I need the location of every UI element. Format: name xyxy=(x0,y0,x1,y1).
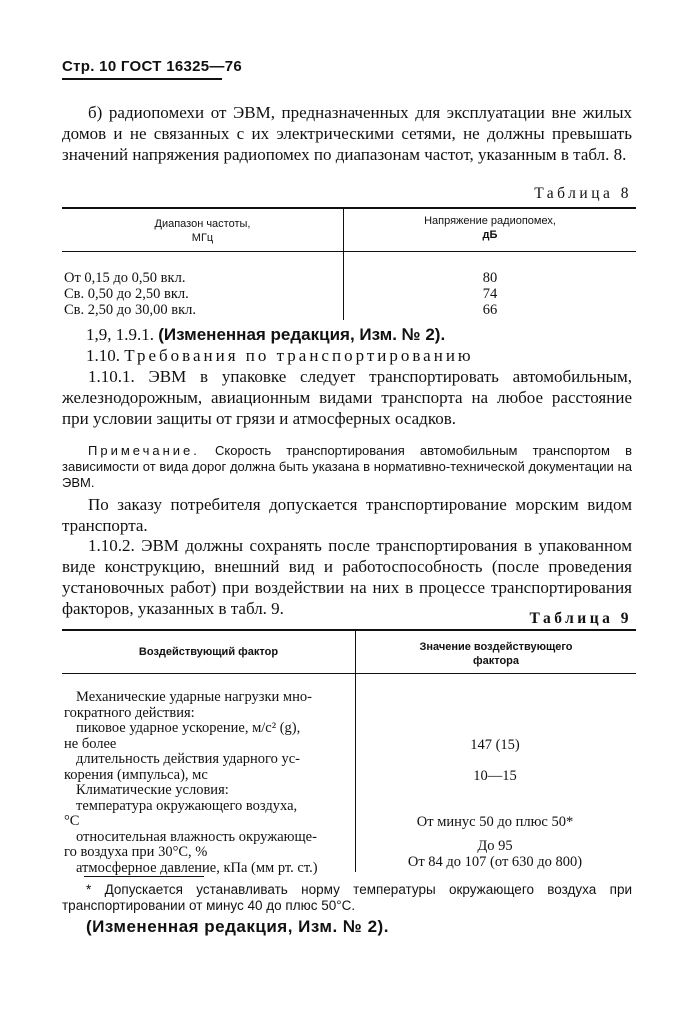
table8-col1-header xyxy=(62,217,343,245)
footnote-rule xyxy=(84,876,204,877)
table9-value-shock: 147 (15) xyxy=(470,737,520,753)
paragraph-1-10-1: 1.10.1. ЭВМ в упаковке следует транспортировать автомобильным, железнодорожным, авиационным видами транспорта на любое расстояние при условии защиты от грязи и атмосферных осадков. xyxy=(62,367,632,428)
amendment-ref: 1,9, 1.9.1. xyxy=(86,325,154,344)
table9-col1-header: Воздействующий фактор xyxy=(138,646,279,658)
table9-top-rule xyxy=(62,629,636,631)
running-head-rule xyxy=(62,78,222,80)
table9-factor-line: не более xyxy=(64,735,117,752)
table8-range-1: От 0,15 до 0,50 вкл. xyxy=(64,270,186,286)
table9-label: Таблица 9 xyxy=(529,610,632,627)
table9-factor-line: температура окружающего воздуха, xyxy=(76,797,298,814)
note xyxy=(62,443,632,491)
table9-factor-line: Климатические условия: xyxy=(76,782,229,798)
section-number: 1.10. xyxy=(86,346,120,365)
running-head: Стр. 10 ГОСТ 16325—76 xyxy=(62,58,242,75)
table9-factor-line: корения (импульса), мс xyxy=(64,766,208,783)
table8-value-1: 80 xyxy=(482,270,498,286)
table9-value-temperature: От минус 50 до плюс 50* xyxy=(416,814,574,830)
table8-value-2: 74 xyxy=(482,286,498,302)
table8-col2-header-line1: Напряжение радиопомех, xyxy=(424,215,556,227)
footnote: * Допускается устанавливать норму температуры окружающего воздуха при транспортировании от минус 40 до плюс 50°С. xyxy=(62,882,632,913)
amendment-final xyxy=(86,916,646,937)
table9-col2-header xyxy=(356,640,636,668)
table8-range-3: Св. 2,50 до 30,00 вкл. xyxy=(64,302,197,318)
amendment-note: (Измененная редакция, Изм. № 2). xyxy=(158,325,446,344)
paragraph-b: б) радиопомехи от ЭВМ, предназначенных для эксплуатации вне жилых домов и не связанных с их электрическими сетями, не должны превышать значений напряжения радиопомех по диапазонам частот, указанным в табл. 8. xyxy=(62,103,632,164)
table8-col2-header-line2: дБ xyxy=(482,229,498,241)
section-title: Требования по транспортированию xyxy=(124,346,474,365)
amendment-note-final: (Измененная редакция, Изм. № 2). xyxy=(86,917,389,936)
table8-value-3: 66 xyxy=(482,302,498,318)
table9-factor-line: длительность действия ударного ус- xyxy=(76,751,301,767)
table9-factors xyxy=(64,690,354,876)
note-text: Скорость транспортирования автомобильным транспортом в зависимости от вида дорог должна быть указана в нормативно-технической документации на ЭВМ. xyxy=(62,443,632,490)
table8-col1-header-line2: МГц xyxy=(191,232,214,244)
table9-header-rule xyxy=(62,673,636,674)
paragraph-sea-transport: По заказу потребителя допускается транспортирование морским видом транспорта. xyxy=(62,495,632,535)
table8-header-rule xyxy=(62,251,636,252)
table9-factor-line: Механические ударные нагрузки мно- xyxy=(76,689,312,705)
table9-factor-line: пиковое ударное ускорение, м/с² (g), xyxy=(76,720,301,736)
table8-range-2: Св. 0,50 до 2,50 вкл. xyxy=(64,286,189,302)
table9-col2-header-line1: Значение воздействующего xyxy=(419,641,573,653)
table9-factor-line: °С xyxy=(64,813,80,829)
table8-label: Таблица 8 xyxy=(534,185,632,202)
table9-value-duration: 10—15 xyxy=(473,768,517,784)
table8-top-rule xyxy=(62,207,636,209)
table8-col2-header xyxy=(344,214,636,242)
table-row xyxy=(344,270,636,318)
table8-col1-header-line1: Диапазон частоты, xyxy=(154,218,251,230)
section-1-10-heading xyxy=(86,345,646,366)
table9-factor-line: атмосферное давление, кПа (мм рт. ст.) xyxy=(76,859,318,876)
note-label: Примечание. xyxy=(88,443,200,458)
paragraph-1-10-2: 1.10.2. ЭВМ должны сохранять после транспортирования в упакованном виде конструкцию, внешний вид и работоспособность (после проведения установочных работ) при воздействии на них в процессе транспортирования факторов, указанных в табл. 9. xyxy=(62,536,632,618)
table9-value-pressure: От 84 до 107 (от 630 до 800) xyxy=(407,854,583,870)
table9-factor-line: относительная влажность окружающе- xyxy=(76,828,317,845)
table9-factor-line: го воздуха при 30°С, % xyxy=(64,844,208,860)
table9-col2-header-line2: фактора xyxy=(472,655,520,667)
table-row xyxy=(64,270,196,318)
amendment-1-9 xyxy=(86,324,646,345)
table9-factor-line: гократного действия: xyxy=(64,704,195,721)
table9-value-humidity: До 95 xyxy=(477,838,513,854)
